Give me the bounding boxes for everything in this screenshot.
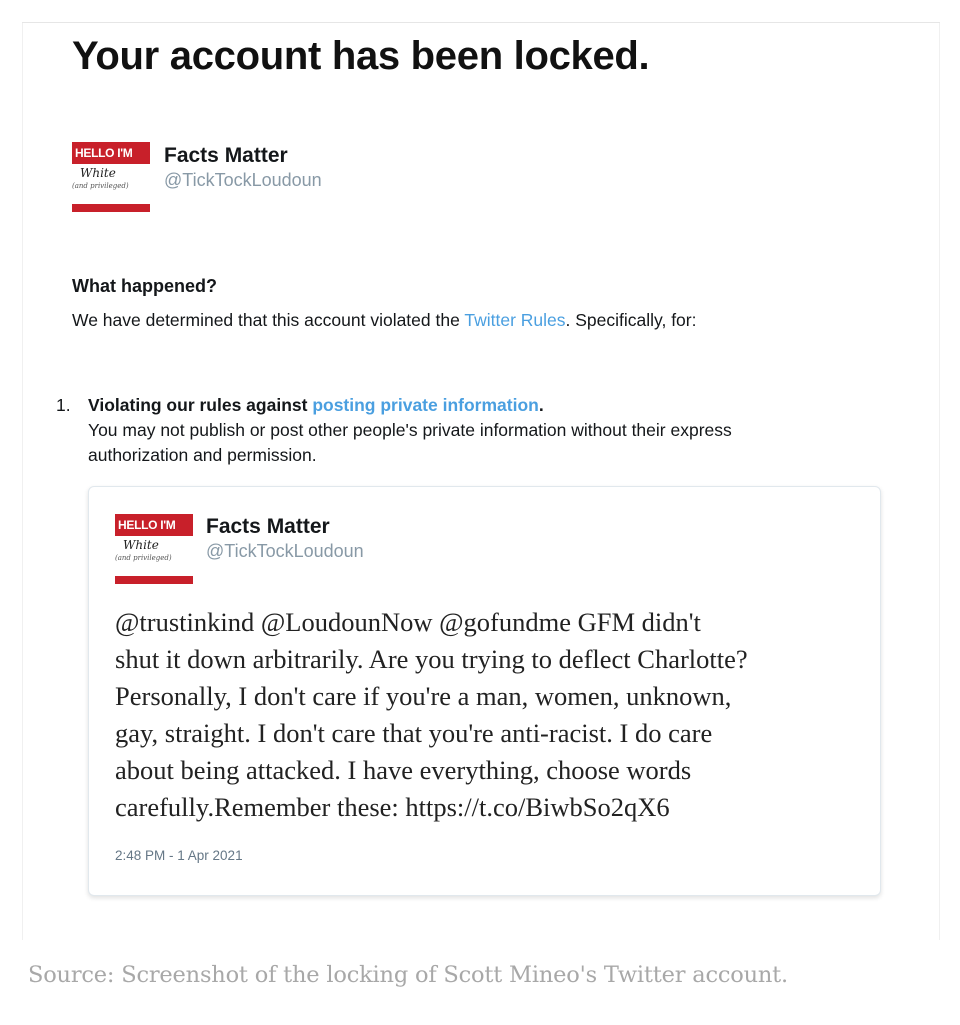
tweet-timestamp: 2:48 PM - 1 Apr 2021 — [115, 848, 243, 863]
twitter-rules-link[interactable]: Twitter Rules — [464, 310, 566, 330]
tweet-line: about being attacked. I have everything, choose words — [115, 755, 692, 785]
what-happened-text: We have determined that this account violated the Twitter Rules. Specifically, for: — [72, 310, 697, 330]
account-handle: @TickTockLoudoun — [164, 170, 322, 190]
tweet-line: gay, straight. I don't care that you're anti-racist. I do care — [115, 718, 713, 748]
account-display-name: Facts Matter — [164, 144, 288, 167]
violation-description-line: authorization and permission. — [88, 445, 317, 465]
tweet-line: shut it down arbitrarily. Are you trying to deflect Charlotte? — [115, 644, 748, 674]
tweet-handle: @TickTockLoudoun — [206, 541, 364, 561]
violation-title: Violating our rules against posting private information. — [88, 395, 544, 415]
tweet-line: @trustinkind @LoudounNow @gofundme GFM didn't — [115, 607, 701, 637]
tweet-body — [115, 604, 875, 826]
violation-number: 1. — [56, 395, 71, 415]
avatar-tag-sub: (and privileged) — [72, 182, 129, 190]
tweet-display-name: Facts Matter — [206, 515, 330, 538]
tweet-avatar: HELLO I'M White (and privileged) — [115, 514, 193, 586]
avatar — [72, 142, 150, 214]
image-caption: Source: Screenshot of the locking of Scott Mineo's Twitter account. — [28, 962, 788, 988]
what-happened-title: What happened? — [72, 276, 217, 296]
tweet-line: Personally, I don't care if you're a man, women, unknown, — [115, 681, 732, 711]
page-title: Your account has been locked. — [72, 34, 650, 78]
avatar-tag-word: White — [80, 166, 116, 180]
private-information-link[interactable]: posting private information — [312, 395, 539, 415]
tweet-line: carefully.Remember these: https://t.co/BiwbSo2qX6 — [115, 792, 670, 822]
avatar-tag-header: HELLO I'M — [72, 142, 150, 164]
violation-description-line: You may not publish or post other people's private information without their express — [88, 420, 732, 440]
